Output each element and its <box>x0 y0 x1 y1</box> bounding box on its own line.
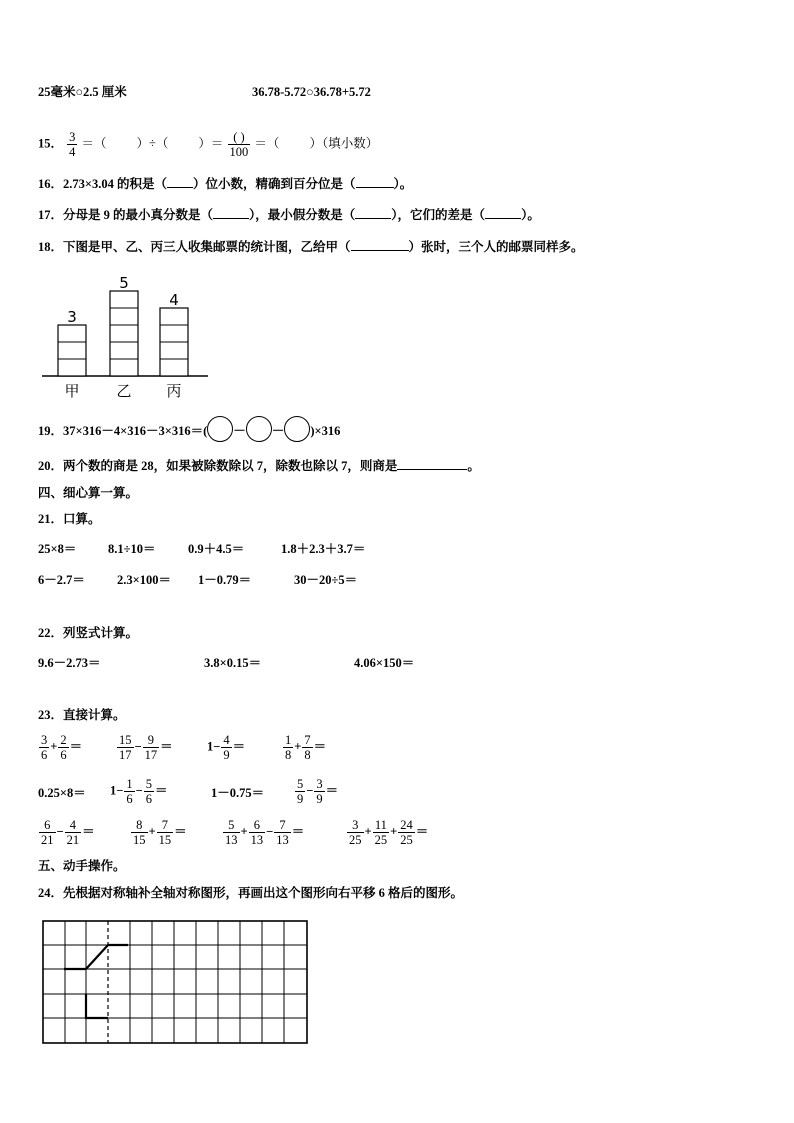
answer-blank[interactable] <box>485 218 521 219</box>
calc-item: 0.25×8＝ <box>38 786 86 800</box>
mental-calc-item: 8.1÷10＝ <box>108 542 156 556</box>
bar-value-label: 4 <box>169 291 179 309</box>
mental-calc-item: 1－0.79＝ <box>198 573 252 587</box>
vertical-calc-item: 9.6－2.73＝ <box>38 656 101 670</box>
question-number: 15． <box>38 136 64 151</box>
bar-value-label: 5 <box>119 274 129 292</box>
fraction-expression: 1− $\frac{1}{6}$ − $\frac{5}{6}$ ＝ <box>110 777 168 806</box>
answer-blank[interactable] <box>355 218 391 219</box>
fraction-blank-over-100: $\frac{( )}{100}$ <box>229 130 249 159</box>
question-22-title: 22．列竖式计算。 <box>38 626 139 640</box>
question-20: 20．两个数的商是 28，如果被除数除以 7，除数也除以 7，则商是 。 <box>38 459 480 473</box>
fraction-expression: $\frac{3}{6}$ + $\frac{2}{6}$ ＝ <box>41 733 83 762</box>
section-heading: 五、动手操作。 <box>38 859 126 873</box>
answer-blank[interactable] <box>351 250 409 251</box>
fraction-expression: $\frac{5}{13}$ + $\frac{6}{13}$ − $\frac{7}{13}$ ＝ <box>225 818 305 847</box>
stamp-bar-chart <box>38 268 218 404</box>
mental-calc-item: 1.8＋2.3＋3.7＝ <box>281 542 366 556</box>
figure-edge <box>86 945 108 969</box>
fraction-expression: $\frac{6}{21}$ − $\frac{4}{21}$ ＝ <box>41 818 95 847</box>
vertical-calc-item: 4.06×150＝ <box>354 656 415 670</box>
compare-expression: 36.78-5.72○36.78+5.72 <box>252 85 371 99</box>
question-18: 18．下图是甲、乙、丙三人收集邮票的统计图，乙给甲（ ）张时，三个人的邮票同样多。 <box>38 240 584 254</box>
grid-border <box>43 921 307 1043</box>
question-23-title: 23．直接计算。 <box>38 708 126 722</box>
fraction-expression: $\frac{8}{15}$ + $\frac{7}{15}$ ＝ <box>133 818 187 847</box>
question-19: 19．37×316－4×316－3×316＝( － － )×316 <box>38 422 340 442</box>
answer-circle[interactable] <box>284 416 310 442</box>
question-24: 24．先根据对称轴补全轴对称图形，再画出这个图形向右平移 6 格后的图形。 <box>38 886 464 900</box>
vertical-calc-item: 3.8×0.15＝ <box>204 656 262 670</box>
bar-甲 <box>58 325 86 376</box>
question-21-title: 21．口算。 <box>38 512 101 526</box>
bar-value-label: 3 <box>67 308 77 326</box>
answer-circle[interactable] <box>207 416 233 442</box>
mental-calc-item: 30－20÷5＝ <box>294 573 358 587</box>
answer-blank[interactable] <box>397 469 467 470</box>
section-heading: 四、细心算一算。 <box>38 486 139 500</box>
figure-edge <box>86 994 108 1018</box>
fraction-expression: $\frac{1}{8}$ + $\frac{7}{8}$ ＝ <box>285 733 327 762</box>
fraction-expression: $\frac{3}{25}$ + $\frac{11}{25}$ + $\frac{24}{25}$ ＝ <box>349 818 429 847</box>
category-label: 丙 <box>166 382 182 400</box>
fraction-expression: 1− $\frac{4}{9}$ ＝ <box>207 733 246 762</box>
answer-circle[interactable] <box>246 416 272 442</box>
answer-blank[interactable] <box>356 187 394 188</box>
question-16: 16．2.73×3.04 的积是（ ）位小数，精确到百分位是（ ）。 <box>38 177 413 191</box>
answer-blank[interactable] <box>213 218 249 219</box>
answer-blank[interactable] <box>167 187 193 188</box>
compare-length: 25毫米○2.5 厘米 <box>38 85 127 99</box>
fraction: $\frac{3}{4}$ <box>69 130 76 159</box>
fraction-expression: $\frac{15}{17}$ − $\frac{9}{17}$ ＝ <box>119 733 173 762</box>
bar-乙 <box>110 291 138 376</box>
mental-calc-item: 6－2.7＝ <box>38 573 85 587</box>
calc-item: 1－0.75＝ <box>211 786 265 800</box>
question-17: 17．分母是 9 的最小真分数是（ ），最小假分数是（ ），它们的差是（ ）。 <box>38 208 540 222</box>
category-label: 乙 <box>116 382 132 400</box>
question-15: 15． $\frac{3}{4}$ ＝（ ）÷（ ）＝ $\frac{( )}{100}$ ＝（ ）（填小数） <box>38 130 379 159</box>
mental-calc-item: 0.9＋4.5＝ <box>188 542 245 556</box>
category-label: 甲 <box>64 382 80 400</box>
mental-calc-item: 25×8＝ <box>38 542 77 556</box>
mental-calc-item: 2.3×100＝ <box>117 573 171 587</box>
fraction-expression: $\frac{5}{9}$ − $\frac{3}{9}$ ＝ <box>297 777 339 806</box>
drawing-grid[interactable] <box>42 918 310 1046</box>
